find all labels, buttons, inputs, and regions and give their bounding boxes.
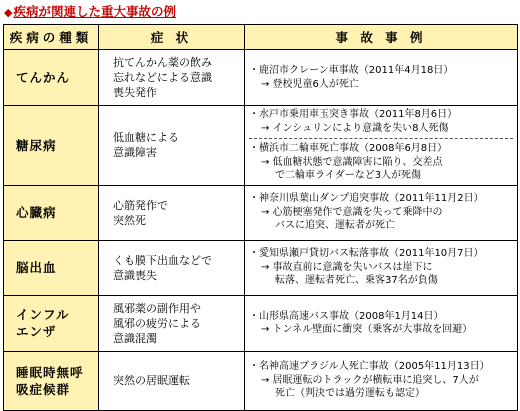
accident-title: ・神奈川県葉山ダンプ追突事故（2011年11月2日）	[249, 193, 484, 205]
disease-cell	[4, 240, 99, 295]
diamond-icon: ◆	[4, 6, 13, 19]
accident-detail: → 居眠運転のトラックが横転車に追突し、7人が	[261, 374, 479, 386]
disease-cell	[4, 295, 99, 351]
disease-cell	[4, 351, 99, 410]
symptom-cell	[99, 106, 245, 186]
accident-title: ・横浜市二輪車死亡事故（2008年6月8日）	[249, 143, 448, 154]
accident-cell	[245, 351, 518, 410]
symptom-line: 低血糖による	[113, 131, 179, 145]
accident-case	[249, 192, 513, 233]
title-text: 疾病が関連した重大事故の例	[13, 4, 176, 19]
table-row	[4, 106, 518, 186]
symptom-line: 突然の居眠運転	[113, 374, 190, 387]
accident-detail: → 登校児童6人が死亡	[261, 78, 359, 90]
accident-case	[249, 360, 513, 401]
symptom-line: 意識喪失	[113, 268, 157, 282]
symptom-cell	[99, 240, 245, 295]
disease-cell	[4, 106, 99, 186]
symptom-line: 忘れなどによる意識	[113, 71, 212, 84]
symptom-cell	[99, 295, 245, 351]
accident-title: ・山形県高速バス事故（2008年1月14日）	[249, 310, 444, 322]
accident-detail: 死亡（判決では過労運転も認定）	[275, 388, 425, 400]
accident-case	[249, 108, 513, 135]
accident-case	[249, 64, 513, 91]
page-title	[4, 3, 176, 21]
accident-cell	[245, 240, 518, 295]
symptom-line: 突然死	[113, 213, 146, 227]
disease-name: てんかん	[16, 70, 71, 85]
table-row	[4, 351, 518, 410]
symptom-cell	[99, 351, 245, 410]
symptom-line: 風邪薬の副作用や	[113, 301, 201, 315]
table-row	[4, 295, 518, 351]
accident-case	[249, 310, 513, 337]
accident-cell	[245, 106, 518, 186]
table-row	[4, 50, 518, 106]
accident-detail: → 低血糖状態で意識障害に陥り、交差点	[261, 156, 443, 168]
accident-title: ・水戸市乗用車玉突き事故（2011年8月6日）	[249, 109, 458, 120]
symptom-line: 喪失発作	[113, 86, 157, 99]
symptom-line: 抗てんかん薬の飲み	[113, 56, 212, 69]
disease-cell	[4, 185, 99, 240]
disease-name: 心臓病	[16, 205, 57, 220]
accident-cell	[245, 295, 518, 351]
disease-name: 脳出血	[16, 260, 57, 275]
symptom-line: 意識混濁	[113, 331, 157, 345]
accident-detail: → 心筋梗塞発作で意識を失って乗降中の	[261, 206, 443, 218]
accident-detail: で二輪車ライダーなど3人が死傷	[275, 170, 422, 181]
table-row	[4, 240, 518, 295]
header-accident: 事 故 事 例	[245, 25, 518, 50]
disease-cell	[4, 50, 99, 106]
symptom-cell	[99, 50, 245, 106]
accident-detail: バスに追突、運転者が死亡	[275, 220, 395, 232]
accident-title: ・鹿沼市クレーン車事故（2011年4月18日）	[249, 65, 454, 76]
accident-table	[3, 24, 518, 411]
accident-case	[249, 247, 513, 288]
accident-detail: → トンネル壁面に衝突（乗客が大事故を回避）	[261, 324, 473, 335]
disease-name: 睡眠時無呼	[16, 364, 84, 380]
table-row	[4, 185, 518, 240]
symptom-line: くも膜下出血などで	[113, 253, 212, 267]
header-disease: 疾病の種類	[4, 25, 99, 50]
table-body	[4, 50, 518, 411]
accident-case	[249, 138, 513, 183]
accident-title: ・愛知県瀬戸貸切バス転落事故（2011年10月7日）	[249, 248, 484, 260]
symptom-line: 風邪の疲労による	[113, 316, 201, 330]
symptom-line: 意識障害	[113, 146, 157, 160]
table-header-row	[4, 25, 518, 50]
accident-detail: 転落、運転者死亡、乗客37名が負傷	[275, 275, 438, 287]
accident-title: ・名神高速ブラジル人死亡事故（2005年11月13日）	[249, 361, 490, 373]
accident-cell	[245, 50, 518, 106]
header-symptom: 症 状	[99, 25, 245, 50]
accident-detail: → 事故直前に意識を失いバスは崖下に	[261, 261, 433, 273]
disease-name: 吸症候群	[16, 381, 71, 397]
accident-cell	[245, 185, 518, 240]
disease-name: 糖尿病	[16, 137, 57, 153]
disease-name: インフル	[16, 307, 70, 322]
disease-name: エンザ	[16, 324, 57, 339]
symptom-cell	[99, 185, 245, 240]
symptom-line: 心筋発作で	[113, 198, 168, 212]
accident-detail: → インシュリンにより意識を失い8人死傷	[261, 122, 449, 134]
